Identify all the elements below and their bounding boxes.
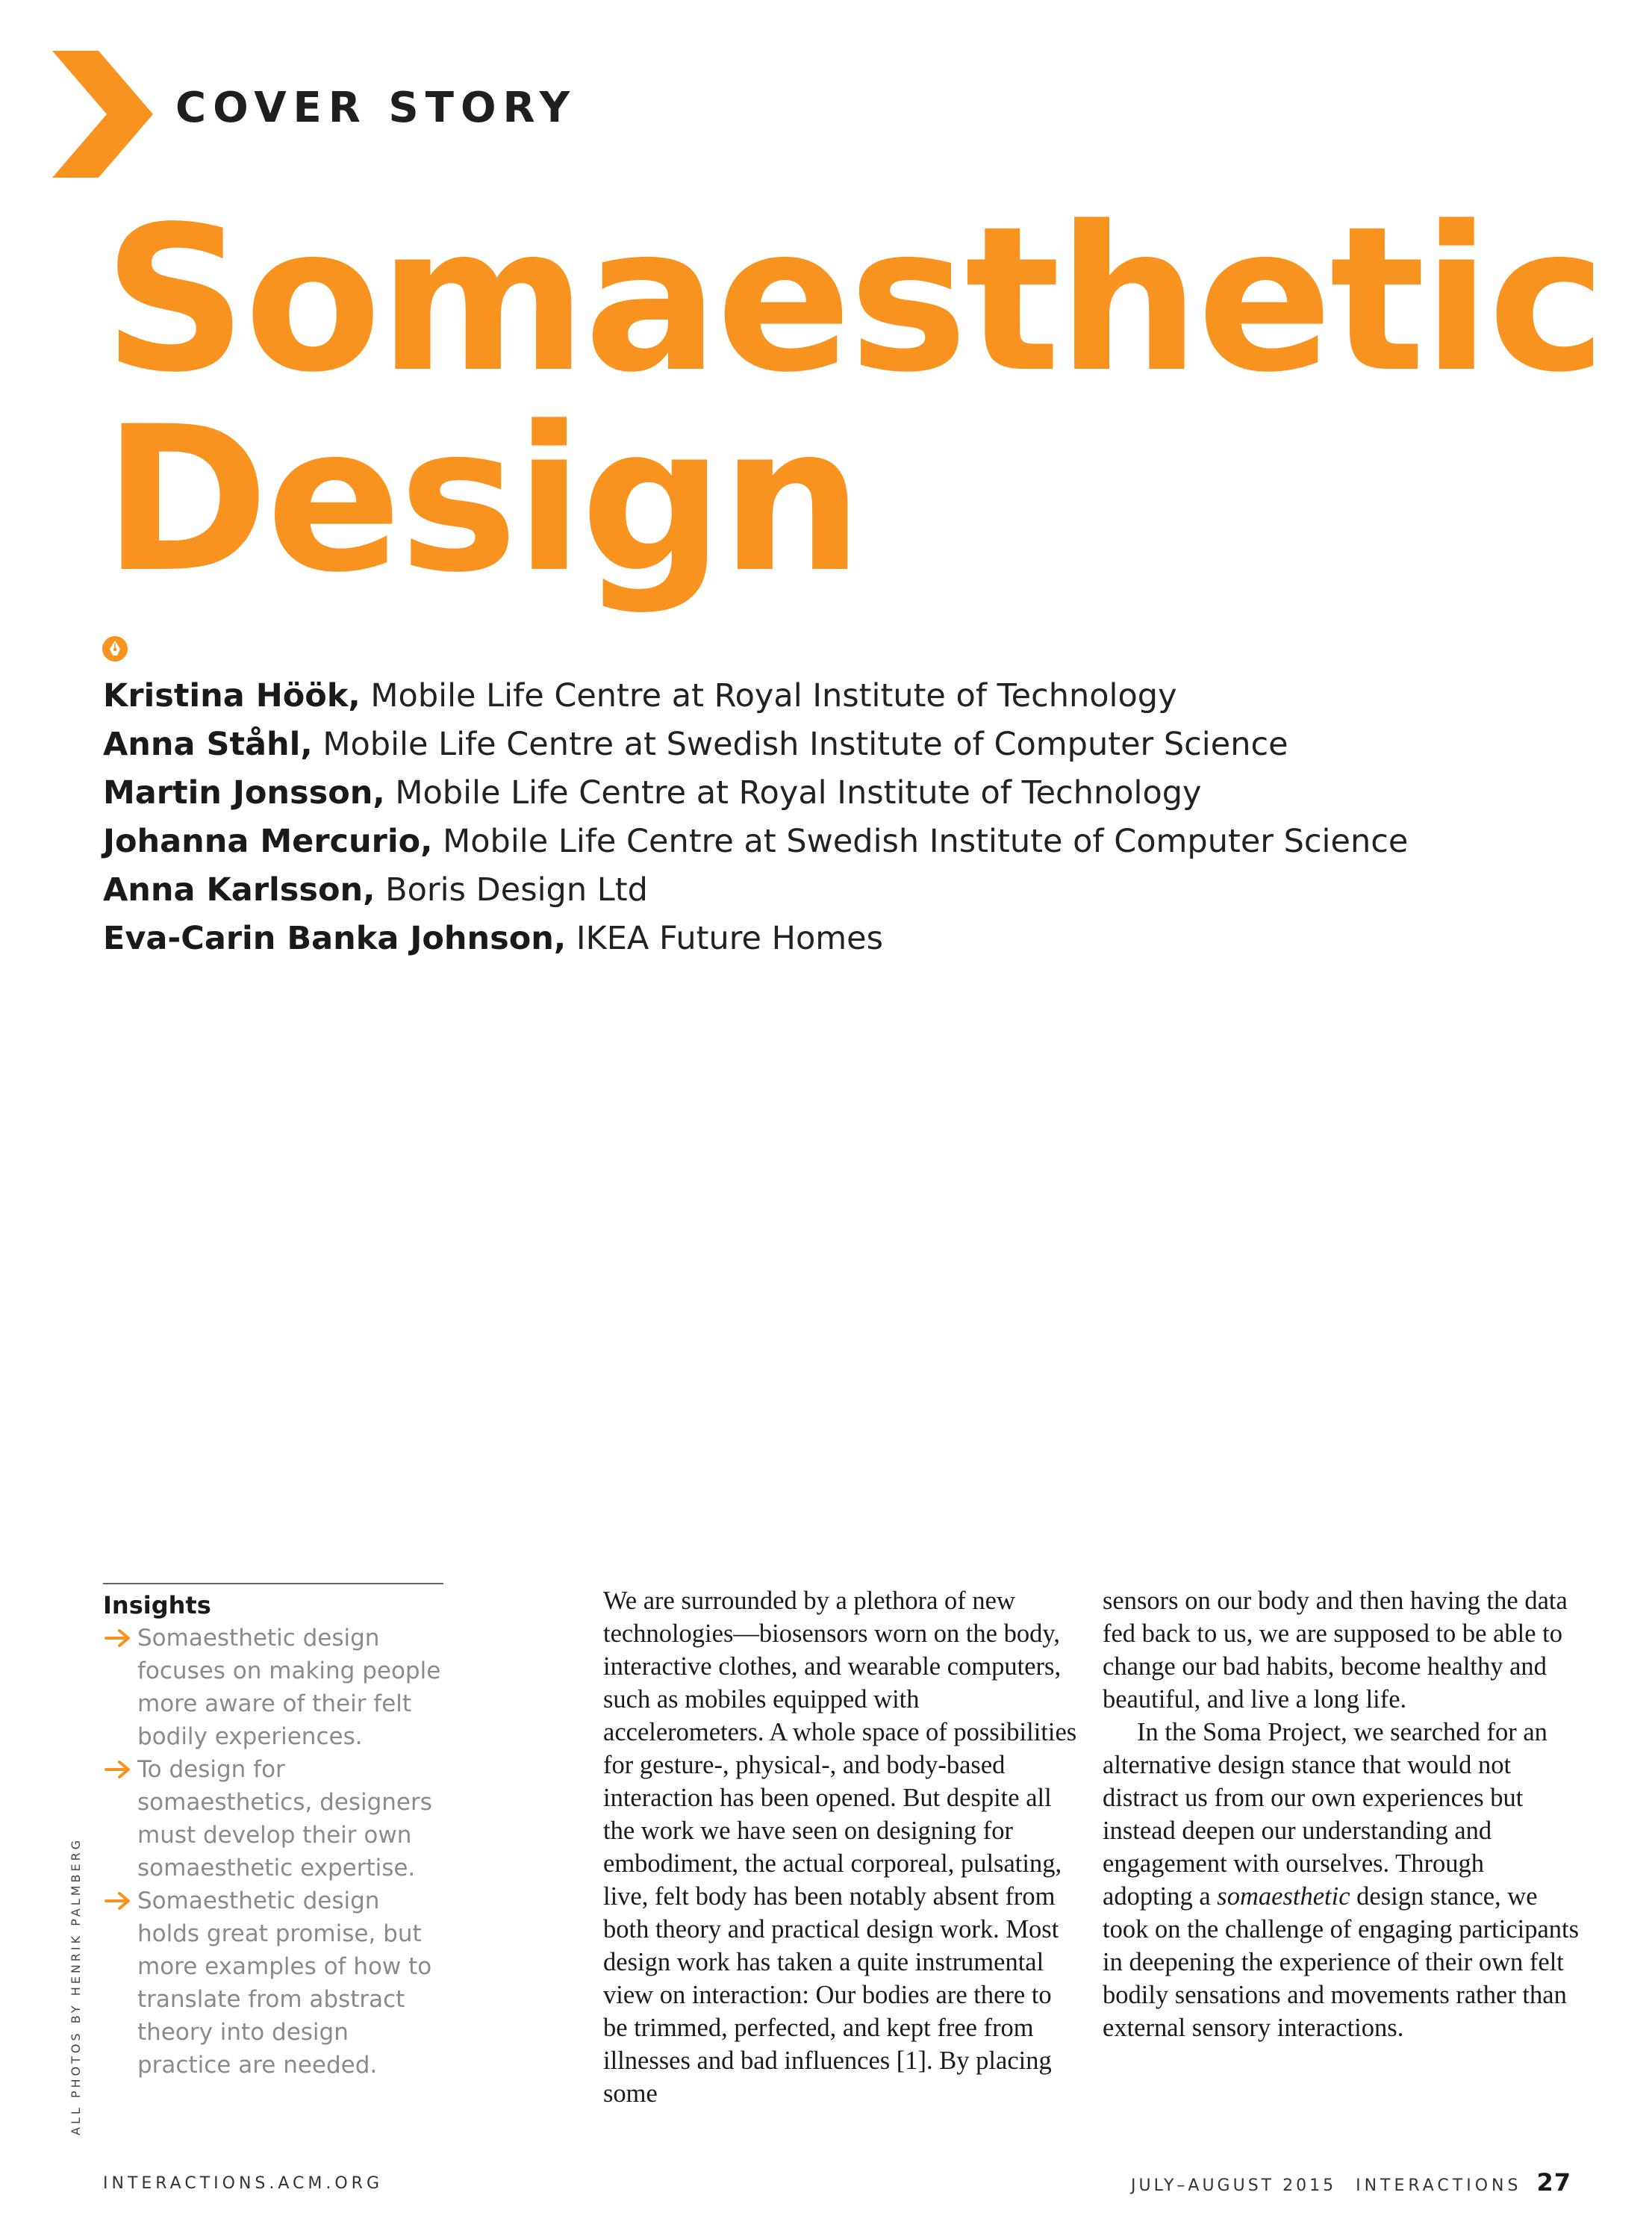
insight-item: [103, 1884, 443, 2082]
insight-item: [103, 1622, 443, 1753]
author-list: [103, 672, 1408, 963]
insight-text: Somaesthetic design focuses on making people more aware of their felt bodily experiences.: [137, 1625, 441, 1750]
author-name: Anna Karlsson,: [103, 871, 375, 909]
arrow-right-icon: [103, 1622, 137, 1650]
insight-text: Somaesthetic design holds great promise, but more examples of how to translate from abstract theory into design practice are needed.: [137, 1887, 432, 2079]
section-label: COVER STORY: [175, 84, 577, 132]
footer-issue-date: JULY–AUGUST 2015: [1131, 2176, 1337, 2195]
author-row: [103, 915, 1408, 963]
author-name: Johanna Mercurio,: [103, 823, 433, 860]
author-row: [103, 818, 1408, 866]
page-number: 27: [1536, 2168, 1571, 2197]
body-text: design stance, we took on the challenge of engaging participants in deepening the experience of their own felt bodily sensations and movements rather than external sensory interactions.: [1103, 1882, 1580, 2042]
arrow-right-icon: [103, 1753, 137, 1781]
body-paragraph: We are surrounded by a plethora of new technologies—biosensors worn on the body, interactive clothes, and wearable computers, such as mobiles equipped with accelerometers. A whole space of possibilities for gesture-, physical-, and body-based interaction has been opened. But despite all the work we have seen on designing for embodiment, the actual corporeal, pulsating, live, felt body has been notably absent from both theory and practical design work. Most design work has taken a quite instrumental view on interaction: Our bodies are there to be trimmed, perfected, and kept free from illnesses and bad influences [1]. By placing some: [603, 1587, 1077, 2108]
body-column-2: [1103, 1584, 1580, 2044]
insights-title: Insights: [103, 1591, 211, 1619]
insights-box: [103, 1583, 443, 2082]
arrow-right-icon: [103, 1884, 137, 1913]
article-title: [103, 184, 1604, 617]
author-name: Eva-Carin Banka Johnson,: [103, 920, 567, 957]
title-line-1: Somaesthetic: [103, 184, 1604, 417]
footer-magazine-name: INTERACTIONS: [1356, 2176, 1522, 2195]
body-text: In the Soma Project, we searched for an alternative design stance that would not distract us from our own experiences but instead deepen our understanding and engagement with ourselves. Through adopting a: [1103, 1718, 1547, 1911]
author-row: [103, 672, 1408, 720]
footer-issue-info: [1131, 2168, 1571, 2197]
author-affiliation: Mobile Life Centre at Swedish Institute of Computer Science: [312, 726, 1288, 763]
body-paragraph: [1103, 1716, 1580, 2044]
footer-website: INTERACTIONS.ACM.ORG: [103, 2174, 384, 2193]
author-affiliation: Mobile Life Centre at Swedish Institute of Computer Science: [432, 823, 1409, 860]
insight-text: To design for somaesthetics, designers must develop their own somaesthetic expertise.: [137, 1756, 432, 1881]
author-name: Martin Jonsson,: [103, 774, 385, 812]
author-affiliation: Boris Design Ltd: [375, 871, 648, 909]
title-line-2: Design: [103, 384, 861, 617]
insight-item: [103, 1753, 443, 1884]
photo-credit: ALL PHOTOS BY HENRIK PALMBERG: [69, 1837, 83, 2135]
chevron-logo-icon: [52, 51, 153, 178]
author-name: Kristina Höök,: [103, 677, 361, 715]
author-affiliation: Mobile Life Centre at Royal Institute of Technology: [360, 677, 1177, 715]
body-column-1: [603, 1584, 1078, 2110]
author-name: Anna Ståhl,: [103, 726, 313, 763]
author-affiliation: IKEA Future Homes: [566, 920, 884, 957]
author-row: [103, 866, 1408, 915]
author-row: [103, 769, 1408, 818]
body-emphasis: somaesthetic: [1217, 1882, 1350, 1911]
pen-nib-icon: [102, 635, 128, 662]
body-paragraph: sensors on our body and then having the data fed back to us, we are supposed to be able to change our bad habits, become healthy and beautiful, and live a long life.: [1103, 1587, 1568, 1714]
author-affiliation: Mobile Life Centre at Royal Institute of Technology: [384, 774, 1202, 812]
author-row: [103, 720, 1408, 769]
